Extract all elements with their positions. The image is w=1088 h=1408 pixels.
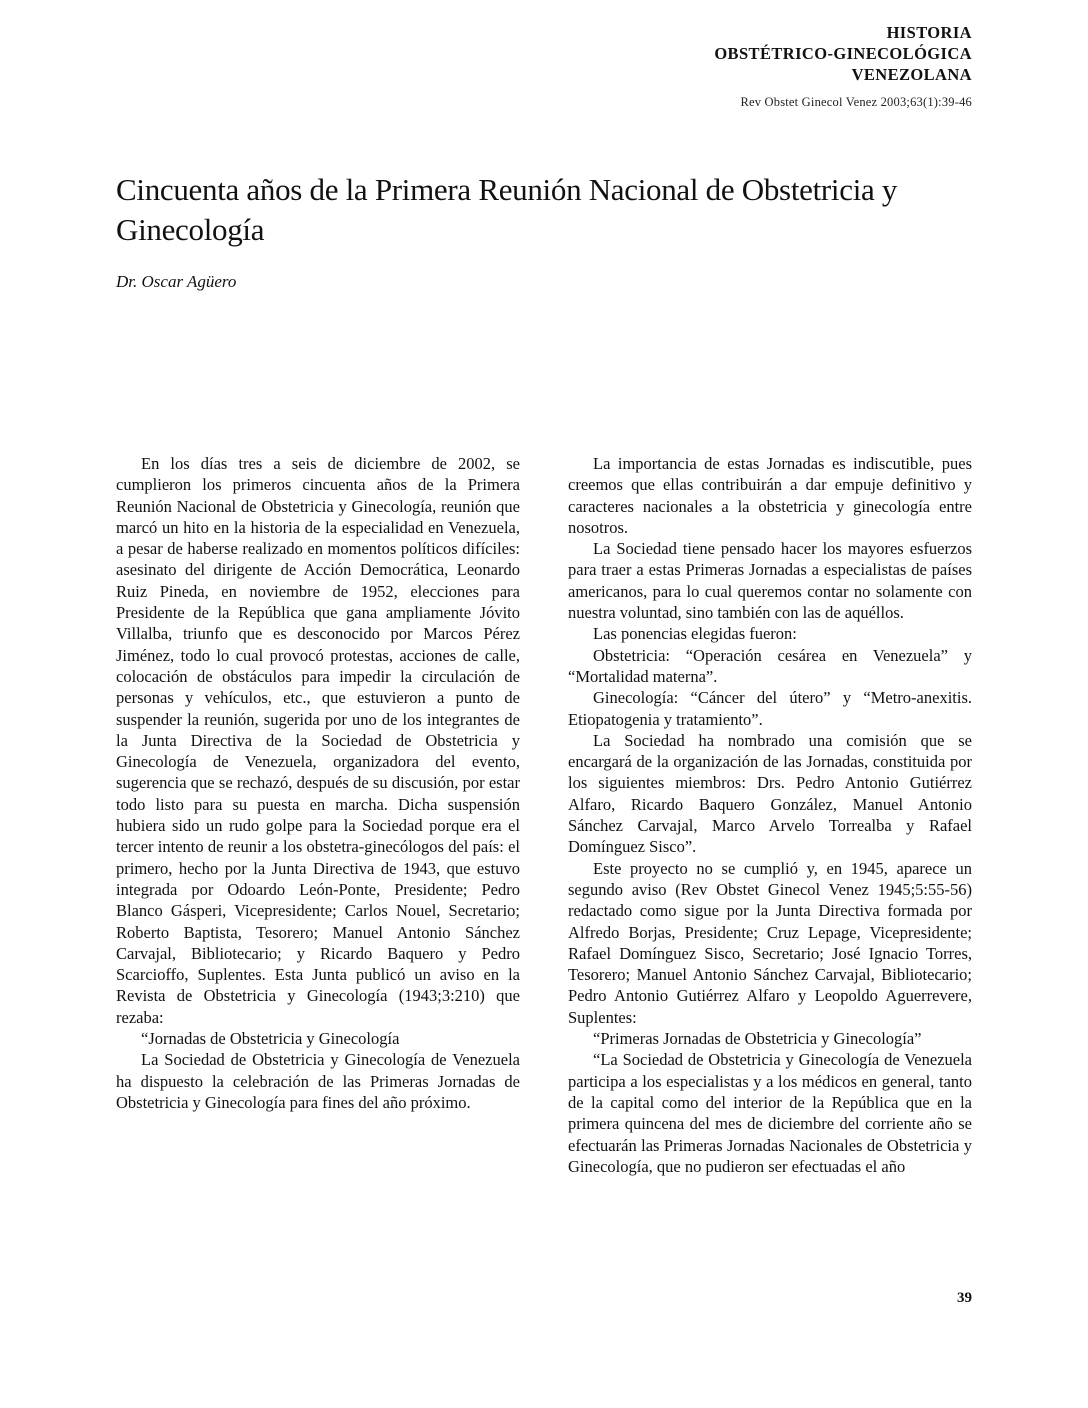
body-paragraph: La Sociedad tiene pensado hacer los mayores esfuerzos para traer a estas Primeras Jornadas a especialistas de países americanos, para lo cual queremos contar no solamente con nuestra voluntad, sino también con las de aquéllos. [568, 539, 972, 623]
body-paragraph: La Sociedad de Obstetricia y Ginecología de Venezuela ha dispuesto la celebración de las Primeras Jornadas de Obstetricia y Ginecología para fines del año próximo. [116, 1050, 520, 1112]
body-paragraph: Este proyecto no se cumplió y, en 1945, aparece un segundo aviso (Rev Obstet Ginecol Venez 1945;5:55-56) redactado como sigue por la Junta Directiva formada por Alfredo Borjas, Presidente; Cruz Lepage, Vicepresidente; Rafael Domínguez Sisco, Secretario; José Ignacio Torres, Tesorero; Manuel Antonio Sánchez Carvajal, Bibliotecario; Pedro Antonio Gutiérrez Alfaro y Leopoldo Aguerrevere, Suplentes: [568, 858, 972, 1027]
article-title: Cincuenta años de la Primera Reunión Nacional de Obstetricia y Ginecología [116, 172, 898, 247]
right-text-column [568, 453, 972, 1177]
body-paragraph: Las ponencias elegidas fueron: [593, 624, 797, 644]
body-paragraph: En los días tres a seis de diciembre de 2002, se cumplieron los primeros cincuenta años de la Primera Reunión Nacional de Obstetricia y Ginecología, reunión que marcó un hito en la historia de la especialidad en Venezuela, a pesar de haberse realizado en momentos políticos difíciles: asesinato del dirigente de Acción Democrática, Leonardo Ruiz Pineda, en noviembre de 1952, elecciones para Presidente de la República que gana ampliamente Jóvito Villalba, triunfo que es desconocido por Marcos Pérez Jiménez, todo lo cual provocó protestas, acciones de calle, colocación de obstáculos para impedir la circulación de personas y vehículos, etc., que estuvieron a punto de suspender la reunión, sugerida por uno de los integrantes de la Junta Directiva de la Sociedad de Obstetricia y Ginecología de Venezuela, organizadora del evento, sugerencia que se rechazó, después de su discusión, por estar todo listo para su puesta en marcha. Dicha suspensión hubiera sido un rudo golpe para la Sociedad porque era el tercer intento de reunir a los obstetra-ginecólogos del país: el primero, hecho por la Junta Directiva de 1943, que estuvo integrada por Odoardo León-Ponte, Presidente; Pedro Blanco Gásperi, Vicepresidente; Carlos Nouel, Secretario; Roberto Baptista, Tesorero; Manuel Antonio Sánchez Carvajal, Bibliotecario; y Ricardo Baquero y Pedro Scarcioffo, Suplentes. Esta Junta publicó un aviso en la Revista de Obstetricia y Ginecología (1943;3:210) que rezaba: [116, 454, 520, 1027]
quoted-heading: “Primeras Jornadas de Obstetricia y Ginecología” [593, 1029, 922, 1049]
journal-section-header [714, 22, 972, 85]
section-header-line-3: VENEZOLANA [851, 65, 972, 84]
page-number: 39 [957, 1290, 972, 1306]
body-paragraph: La importancia de estas Jornadas es indiscutible, pues creemos que ellas contribuirán a dar empuje definitivo y caracteres nacionales a la obstetricia y ginecología entre nosotros. [568, 454, 972, 537]
quoted-heading: “Jornadas de Obstetricia y Ginecología [141, 1029, 400, 1049]
section-header-line-1: HISTORIA [886, 23, 972, 42]
section-header-line-2: OBSTÉTRICO-GINECOLÓGICA [714, 44, 972, 63]
body-paragraph: Ginecología: “Cáncer del útero” y “Metro-anexitis. Etiopatogenia y tratamiento”. [568, 688, 972, 729]
body-paragraph: Obstetricia: “Operación cesárea en Venezuela” y “Mortalidad materna”. [568, 645, 972, 686]
left-text-column [116, 453, 520, 1113]
journal-citation: Rev Obstet Ginecol Venez 2003;63(1):39-46 [740, 95, 972, 109]
body-paragraph: La Sociedad ha nombrado una comisión que se encargará de la organización de las Jornadas, constituida por los siguientes miembros: Drs. Pedro Antonio Gutiérrez Alfaro, Ricardo Baquero González, Manuel Antonio Sánchez Carvajal, Marco Arvelo Torrealba y Rafael Domínguez Sisco”. [568, 730, 972, 857]
body-paragraph: “La Sociedad de Obstetricia y Ginecología de Venezuela participa a los especialistas y a los médicos en general, tanto de la capital como del interior de la República que en la primera quincena del mes de diciembre del corriente año se efectuarán las Primeras Jornadas Nacionales de Obstetricia y Ginecología, que no pudieron ser efectuadas el año [568, 1050, 972, 1176]
article-author: Dr. Oscar Agüero [116, 272, 237, 291]
